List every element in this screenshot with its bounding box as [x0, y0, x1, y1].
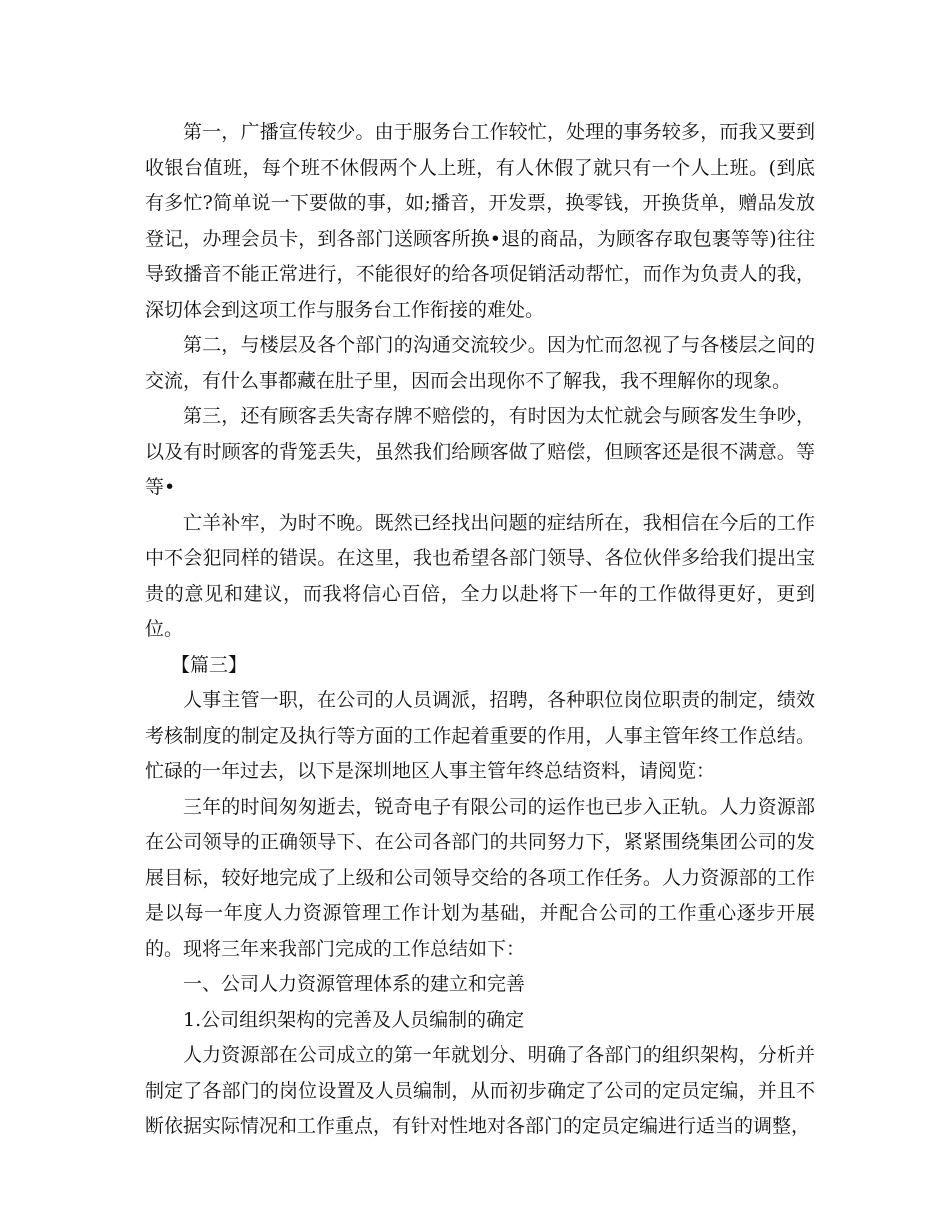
document-body [145, 115, 815, 1145]
paragraph-6: 人事主管一职，在公司的人员调派，招聘，各种职位岗位职责的制定，绩效考核制度的制定及执行等方面的工作起着重要的作用，人事主管年终工作总结。忙碌的一年过去，以下是深圳地区人事主管年终总结资料，请阅览： [145, 689, 815, 782]
paragraph-7: 三年的时间匆匆逝去，锐奇电子有限公司的运作也已步入正轨。人力资源部在公司领导的正确领导下、在公司各部门的共同努力下，紧紧围绕集团公司的发展目标，较好地完成了上级和公司领导交给的各项工作任务。人力资源部的工作是以每一年度人力资源管理工作计划为基础，并配合公司的工作重心逐步开展的。现将三年来我部门完成的工作总结如下： [145, 795, 815, 960]
subheading-2: 1.公司组织架构的完善及人员编制的确定 [183, 1008, 525, 1031]
paragraph-10: 人力资源部在公司成立的第一年就划分、明确了各部门的组织架构，分析并制定了各部门的岗位设置及人员编制，从而初步确定了公司的定员定编，并且不断依据实际情况和工作重点，有针对性地对各部门的定员定编进行适当的调整， [145, 1044, 815, 1137]
subheading-1: 一、公司人力资源管理体系的建立和完善 [183, 973, 526, 995]
paragraph-4: 亡羊补牢，为时不晚。既然已经找出问题的症结所在，我相信在今后的工作中不会犯同样的错误。在这里，我也希望各部门领导、各位伙伴多给我们提出宝贵的意见和建议，而我将信心百倍，全力以赴将下一年的工作做得更好，更到位。 [145, 511, 815, 640]
paragraph-1: 第一，广播宣传较少。由于服务台工作较忙，处理的事务较多，而我又要到收银台值班，每个班不休假两个人上班，有人休假了就只有一个人上班。(到底有多忙?简单说一下要做的事，如;播音，开发票，换零钱，开换货单，赠品发放登记，办理会员卡，到各部门送顾客所换•退的商品，为顾客存取包裹等等)往往导致播音不能正常进行，不能很好的给各项促销活动帮忙，而作为负责人的我，深切体会到这项工作与服务台工作衔接的难处。 [145, 121, 815, 321]
paragraph-3: 第三，还有顾客丢失寄存牌不赔偿的，有时因为太忙就会与顾客发生争吵，以及有时顾客的背笼丢失，虽然我们给顾客做了赔偿，但顾客还是很不满意。等等• [145, 405, 815, 498]
section-heading: 【篇三】 [171, 653, 248, 676]
paragraph-2: 第二，与楼层及各个部门的沟通交流较少。因为忙而忽视了与各楼层之间的交流，有什么事都藏在肚子里，因而会出现你不了解我，我不理解你的现象。 [145, 334, 815, 392]
